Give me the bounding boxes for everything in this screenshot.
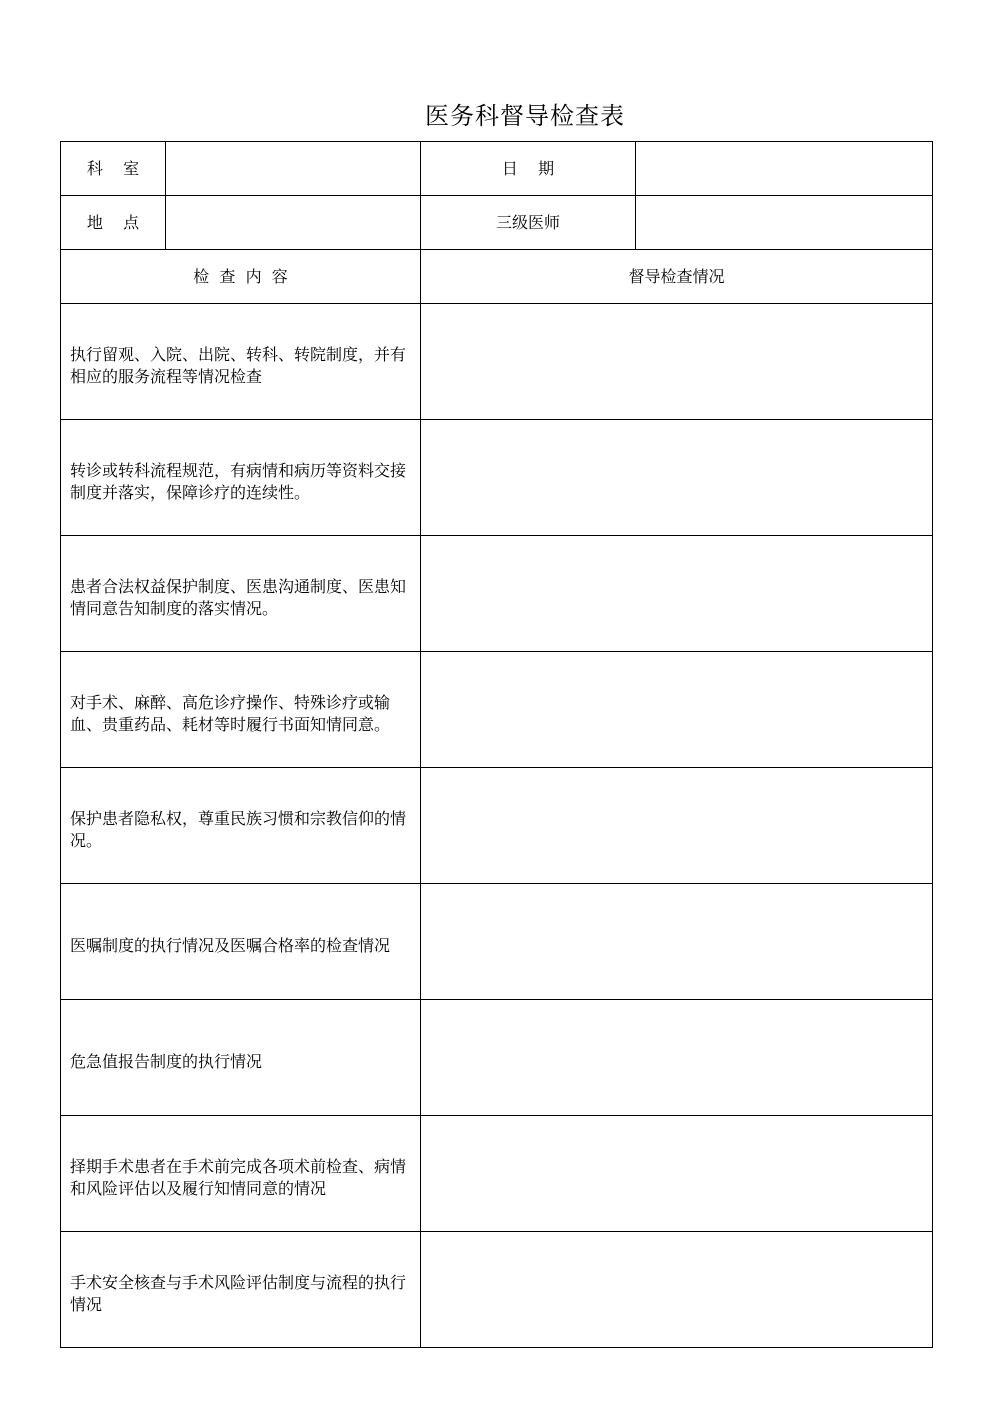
table-row [61, 420, 933, 536]
department-label: 科 室 [61, 142, 166, 196]
table-row [61, 884, 933, 1000]
check-item-text: 医嘱制度的执行情况及医嘱合格率的检查情况 [61, 884, 421, 1000]
check-result-field[interactable] [421, 1232, 933, 1348]
check-item-text: 危急值报告制度的执行情况 [61, 1000, 421, 1116]
check-item-text: 择期手术患者在手术前完成各项术前检查、病情和风险评估以及履行知情同意的情况 [61, 1116, 421, 1232]
table-row [61, 1116, 933, 1232]
check-result-field[interactable] [421, 884, 933, 1000]
check-item-text: 对手术、麻醉、高危诊疗操作、特殊诊疗或输血、贵重药品、耗材等时履行书面知情同意。 [61, 652, 421, 768]
check-result-field[interactable] [421, 536, 933, 652]
check-item-text: 转诊或转科流程规范，有病情和病历等资料交接制度并落实，保障诊疗的连续性。 [61, 420, 421, 536]
check-result-field[interactable] [421, 1116, 933, 1232]
department-field[interactable] [166, 142, 421, 196]
date-field[interactable] [636, 142, 933, 196]
table-row [61, 652, 933, 768]
column-header-result: 督导检查情况 [421, 250, 933, 304]
check-result-field[interactable] [421, 420, 933, 536]
location-field[interactable] [166, 196, 421, 250]
header-row-location [61, 196, 933, 250]
check-result-field[interactable] [421, 304, 933, 420]
physician-label: 三级医师 [421, 196, 636, 250]
table-row [61, 1232, 933, 1348]
check-result-field[interactable] [421, 768, 933, 884]
check-item-text: 患者合法权益保护制度、医患沟通制度、医患知情同意告知制度的落实情况。 [61, 536, 421, 652]
date-label: 日 期 [421, 142, 636, 196]
table-row [61, 536, 933, 652]
table-row [61, 304, 933, 420]
physician-field[interactable] [636, 196, 933, 250]
column-header-row [61, 250, 933, 304]
table-row [61, 1000, 933, 1116]
check-result-field[interactable] [421, 652, 933, 768]
check-item-text: 执行留观、入院、出院、转科、转院制度，并有相应的服务流程等情况检查 [61, 304, 421, 420]
check-item-text: 保护患者隐私权，尊重民族习惯和宗教信仰的情况。 [61, 768, 421, 884]
table-row [61, 768, 933, 884]
check-result-field[interactable] [421, 1000, 933, 1116]
check-item-text: 手术安全核查与手术风险评估制度与流程的执行情况 [61, 1232, 421, 1348]
page-title: 医务科督导检查表 [425, 102, 625, 130]
location-label: 地 点 [61, 196, 166, 250]
inspection-form-table [60, 141, 933, 1348]
column-header-content: 检 查 内 容 [61, 250, 421, 304]
header-row-department [61, 142, 933, 196]
